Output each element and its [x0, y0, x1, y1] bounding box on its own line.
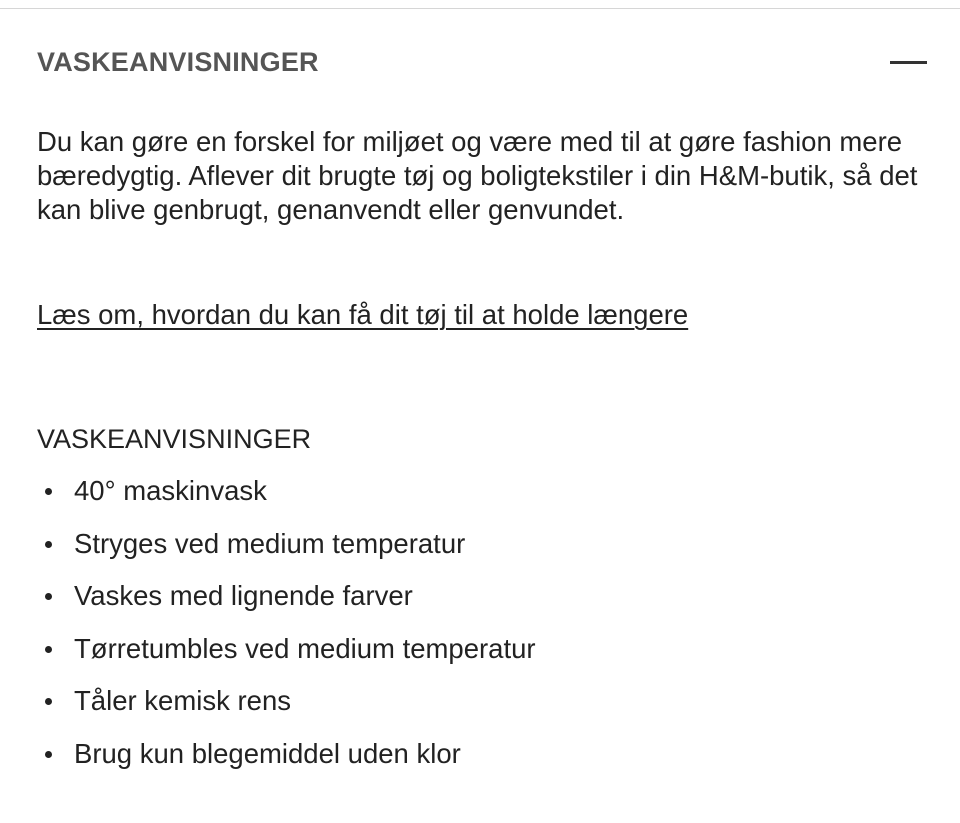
instruction-text: 40° maskinvask — [74, 475, 267, 506]
accordion-header-washing-instructions[interactable] — [37, 40, 927, 84]
instruction-item — [37, 735, 536, 788]
bullet-icon — [45, 541, 52, 548]
instruction-text: Tørretumbles ved medium temperatur — [74, 632, 536, 664]
accordion-title: VASKEANVISNINGER — [37, 46, 319, 77]
collapse-toggle[interactable] — [889, 52, 927, 72]
instruction-text: Vaskes med lignende farver — [74, 580, 413, 612]
bullet-icon — [45, 593, 52, 600]
instructions-heading: VASKEANVISNINGER — [37, 424, 312, 454]
instruction-text: Tåler kemisk rens — [74, 685, 291, 717]
instruction-item — [37, 525, 536, 578]
minus-icon — [890, 61, 927, 64]
bullet-icon — [45, 698, 52, 705]
instruction-text: Brug kun blegemiddel uden klor — [74, 737, 461, 769]
instruction-item — [37, 577, 536, 630]
instruction-item — [37, 472, 536, 525]
care-tips-link[interactable]: Læs om, hvordan du kan få dit tøj til at holde længere — [37, 299, 689, 330]
instruction-item — [37, 630, 536, 683]
instruction-item — [37, 682, 536, 735]
top-divider — [0, 8, 960, 9]
bullet-icon — [45, 488, 52, 495]
instruction-text: Stryges ved medium temperatur — [74, 527, 466, 559]
bullet-icon — [45, 646, 52, 653]
intro-text: Du kan gøre en forskel for miljøet og være med til at gøre fashion mere bæredygtig. Aflever dit brugte tøj og boligtekstiler i din H&M-butik, så det kan blive genbrugt, genanvendt eller genvundet. — [37, 126, 918, 225]
instructions-list — [37, 472, 536, 788]
bullet-icon — [45, 751, 52, 758]
